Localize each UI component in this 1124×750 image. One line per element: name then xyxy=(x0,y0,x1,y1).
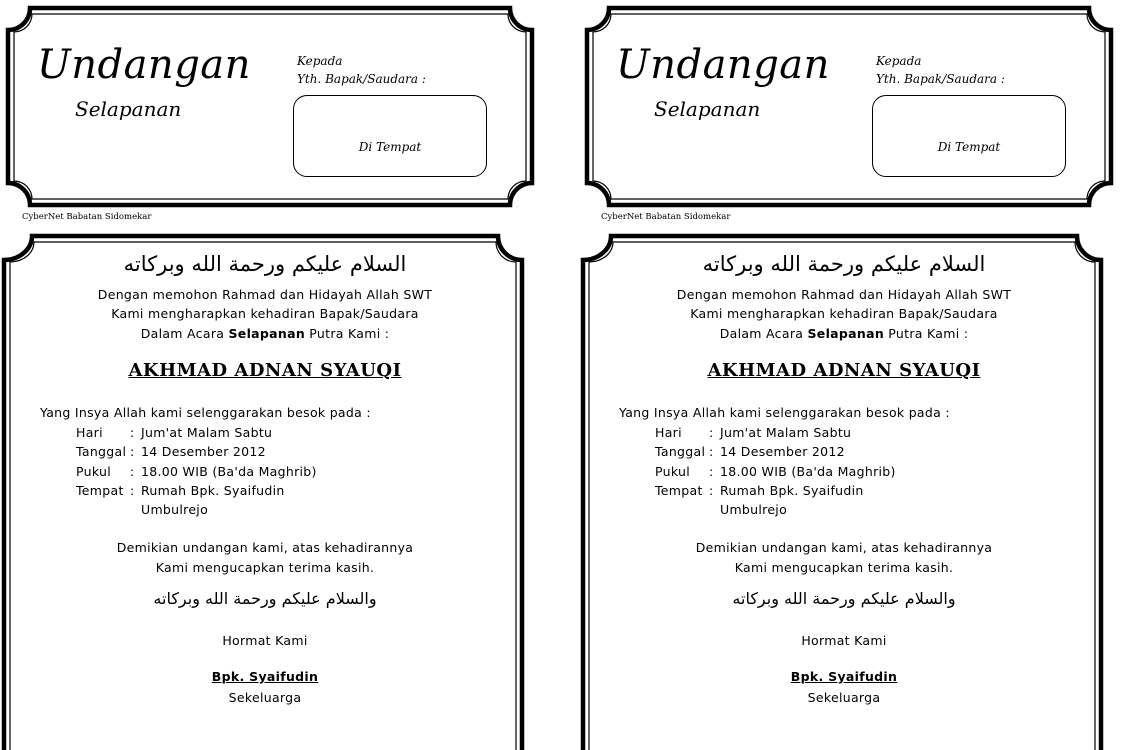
recipient-line-2: Yth. Bapak/Saudara : xyxy=(876,72,1005,86)
detail-row: Tanggal : 14 Desember 2012 xyxy=(655,444,845,460)
invite-line-2: Kami mengharapkan kehadiran Bapak/Saudara xyxy=(111,306,419,321)
recipient-line-1: Kepada xyxy=(876,54,922,68)
invite-line-3: Dalam Acara Selapanan Putra Kami : xyxy=(719,326,969,341)
recipient-line-2: Yth. Bapak/Saudara : xyxy=(297,72,426,86)
event-name: Selapanan xyxy=(228,326,306,341)
closing-greeting: والسلام عليكم ورحمة الله وبركاته xyxy=(732,589,956,608)
credit-text: CyberNet Babatan Sidomekar xyxy=(601,212,731,222)
address-box xyxy=(293,95,487,177)
credit-text: CyberNet Babatan Sidomekar xyxy=(22,212,152,222)
invitation-card xyxy=(0,232,530,750)
closing-greeting: والسلام عليكم ورحمة الله وبركاته xyxy=(153,589,377,608)
schedule-intro: Yang Insya Allah kami selenggarakan besok pada : xyxy=(619,405,950,420)
address-box xyxy=(872,95,1066,177)
invitation-card xyxy=(579,232,1109,750)
closing-line-1: Demikian undangan kami, atas kehadirannya xyxy=(116,540,414,555)
regards-text: Hormat Kami xyxy=(222,633,308,648)
schedule-details xyxy=(655,423,896,519)
envelope-cover xyxy=(0,0,540,215)
signer-name: Bpk. Syaifudin xyxy=(790,669,898,684)
child-name: AKHMAD ADNAN SYAUQI xyxy=(707,360,981,381)
invite-line-3: Dalam Acara Selapanan Putra Kami : xyxy=(140,326,390,341)
detail-row: Hari : Jum'at Malam Sabtu xyxy=(76,425,273,440)
opening-greeting: السلام عليكم ورحمة الله وبركاته xyxy=(123,252,407,276)
invite-line-2: Kami mengharapkan kehadiran Bapak/Saudara xyxy=(690,306,998,321)
invite-line-1: Dengan memohon Rahmad dan Hidayah Allah SWT xyxy=(676,287,1012,302)
detail-row: Pukul : 18.00 WIB (Ba'da Maghrib) xyxy=(76,463,317,479)
cover-subtitle: Selapanan xyxy=(75,97,182,121)
child-name: AKHMAD ADNAN SYAUQI xyxy=(128,360,402,381)
cover-title: Undangan xyxy=(616,42,830,88)
schedule-details xyxy=(76,423,317,519)
signer-name: Bpk. Syaifudin xyxy=(211,669,319,684)
family-text: Sekeluarga xyxy=(228,690,302,705)
detail-row: Hari : Jum'at Malam Sabtu xyxy=(655,425,852,440)
regards-text: Hormat Kami xyxy=(801,633,887,648)
family-text: Sekeluarga xyxy=(807,690,881,705)
detail-row: Tempat : Rumah Bpk. Syaifudin xyxy=(655,482,864,498)
envelope-cover xyxy=(579,0,1119,215)
place-label: Di Tempat xyxy=(937,140,1001,154)
closing-line-2: Kami mengucapkan terima kasih. xyxy=(734,560,954,575)
detail-row: Tempat : Rumah Bpk. Syaifudin xyxy=(76,482,285,498)
event-name: Selapanan xyxy=(807,326,885,341)
invite-line-1: Dengan memohon Rahmad dan Hidayah Allah SWT xyxy=(97,287,433,302)
schedule-intro: Yang Insya Allah kami selenggarakan besok pada : xyxy=(40,405,371,420)
detail-row: Umbulrejo xyxy=(720,502,788,518)
detail-row: Tanggal : 14 Desember 2012 xyxy=(76,444,266,460)
cover-title: Undangan xyxy=(37,42,251,88)
closing-line-1: Demikian undangan kami, atas kehadirannya xyxy=(695,540,993,555)
place-label: Di Tempat xyxy=(358,140,422,154)
detail-row: Pukul : 18.00 WIB (Ba'da Maghrib) xyxy=(655,463,896,479)
opening-greeting: السلام عليكم ورحمة الله وبركاته xyxy=(702,252,986,276)
cover-subtitle: Selapanan xyxy=(654,97,761,121)
invitation-copy-right xyxy=(579,0,1124,750)
recipient-line-1: Kepada xyxy=(297,54,343,68)
detail-row: Umbulrejo xyxy=(141,502,209,518)
closing-line-2: Kami mengucapkan terima kasih. xyxy=(155,560,375,575)
recipient-label xyxy=(876,52,1005,88)
recipient-label xyxy=(297,52,426,88)
